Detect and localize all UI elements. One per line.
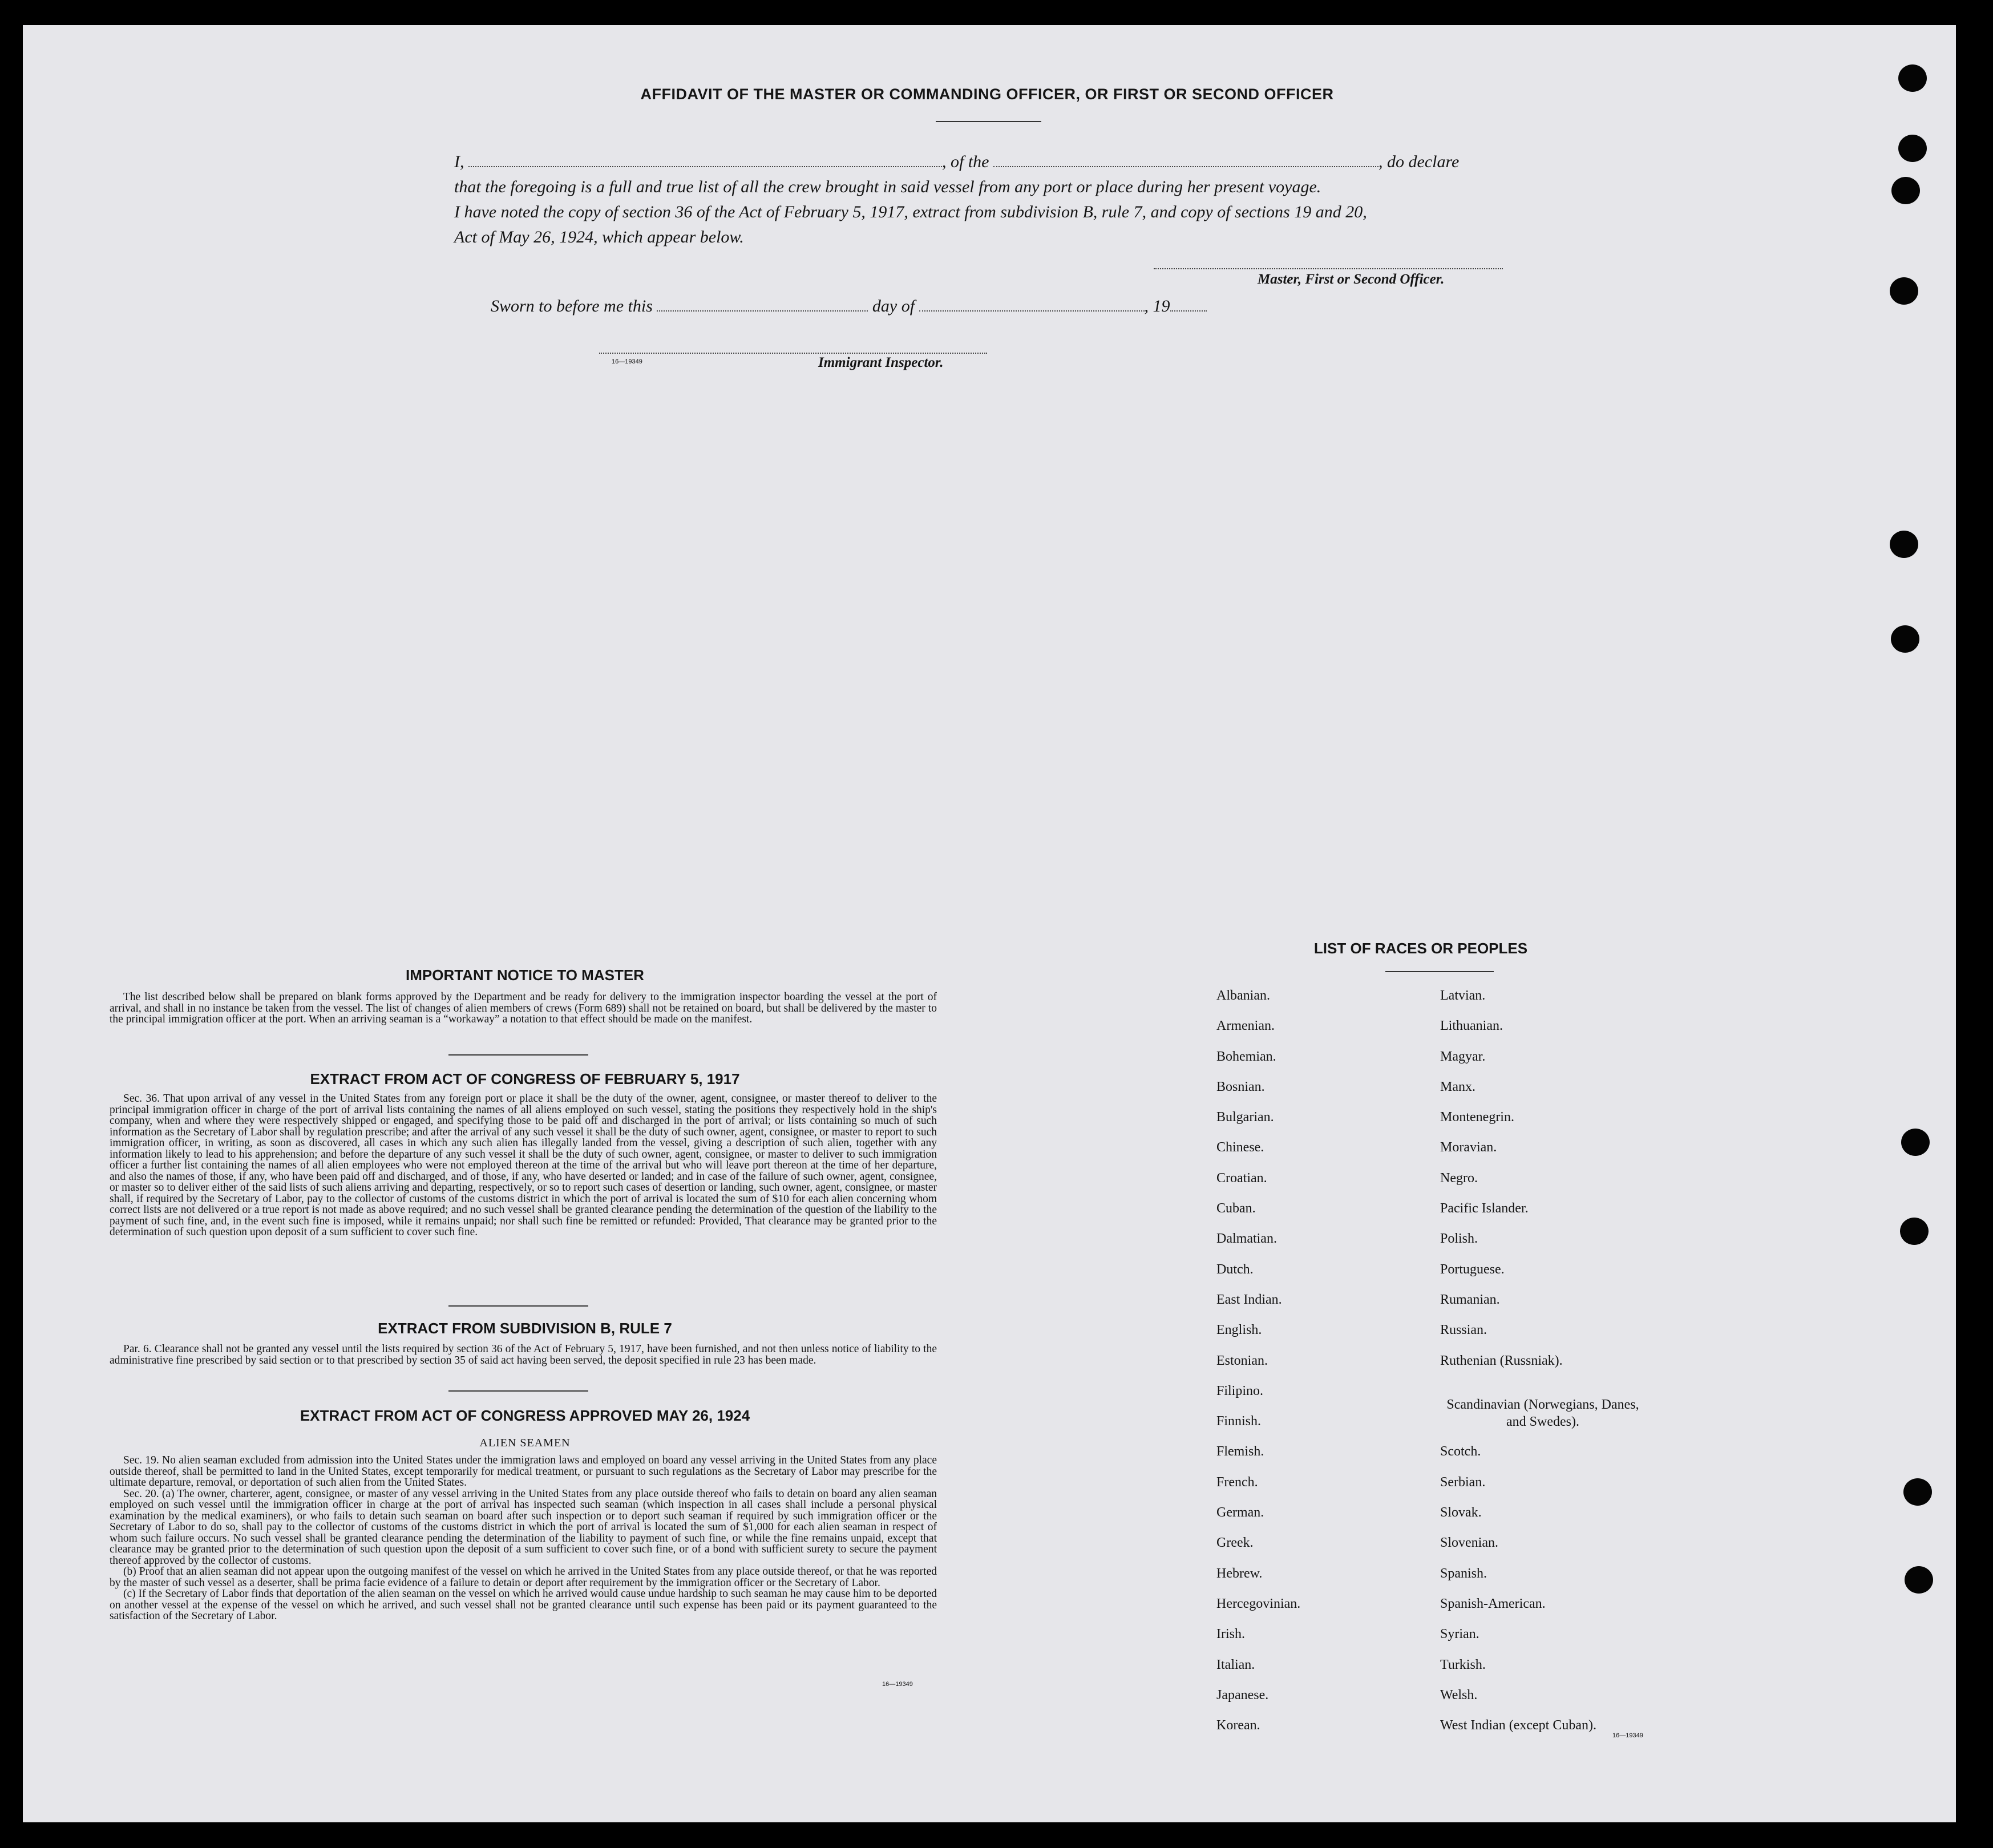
extract-1917-title: EXTRACT FROM ACT OF CONGRESS OF FEBRUARY 5, 1917 [310,1070,740,1087]
affidavit-declare-text: , do declare [1378,152,1460,171]
race-item: Slovak. [1440,1505,1482,1521]
race-item: Dutch. [1216,1261,1254,1277]
race-item: Albanian. [1216,988,1270,1003]
sworn-text: Sworn to before me this [491,297,653,316]
race-item: Latvian. [1440,988,1486,1003]
affidavit-line-3: I have noted the copy of section 36 of the Act of February 5, 1917, extract from subdivision B, rule 7, and copy of sections 19 and 20, [454,203,1367,221]
notice-text [110,992,937,1025]
race-item: Lithuanian. [1440,1018,1503,1034]
extract-rule7-title: EXTRACT FROM SUBDIVISION B, RULE 7 [378,1320,672,1337]
par-6-paragraph: Par. 6. Clearance shall not be granted any vessel until the lists required by section 36 of the Act of February 5, 1917, have been furnished, and not then unless notice of liability to the administrative fine prescribed by said section or to that prescribed by section 35 of said act having been served, the deposit specified in rule 23 has been made. [110,1343,937,1366]
affidavit-line-2: that the foregoing is a full and true list of all the crew brought in said vessel from any port or place during her present voyage. [454,177,1321,196]
race-item: Pacific Islander. [1440,1201,1529,1216]
races-title: LIST OF RACES OR PEOPLES [1313,940,1528,957]
year-prefix-text: , 19 [1144,297,1170,316]
race-item: Filipino. [1216,1383,1264,1398]
affidavit-i-text: I, [454,152,464,171]
master-signature-label: Master, First or Second Officer. [1258,272,1445,287]
punch-hole [1898,135,1927,162]
form-number: 16—19349 [1612,1732,1643,1739]
race-item: Serbian. [1440,1474,1486,1490]
race-item: Armenian. [1216,1018,1275,1034]
race-item-text: Scandinavian (Norwegians, Danes, and Swedes). [1446,1397,1639,1429]
extract-1917-text [110,1093,937,1238]
divider [1385,971,1494,972]
race-item: Magyar. [1440,1049,1486,1064]
punch-hole [1890,531,1918,558]
race-item: Finnish. [1216,1414,1262,1429]
divider [448,1390,588,1392]
master-name-field[interactable] [468,166,942,167]
master-signature-line[interactable] [1154,268,1503,269]
race-item: Italian. [1216,1657,1255,1672]
race-item: French. [1216,1474,1258,1490]
race-item: Polish. [1440,1231,1478,1247]
race-item: Welsh. [1440,1687,1478,1703]
punch-hole [1903,1478,1932,1506]
divider [448,1054,588,1056]
race-item: Flemish. [1216,1444,1264,1459]
extract-rule7-text [110,1344,937,1366]
affidavit-body [454,149,1527,250]
affidavit-line-4: Act of May 26, 1924, which appear below. [454,228,744,246]
race-item: Rumanian. [1440,1292,1500,1307]
section-20b-paragraph: (b) Proof that an alien seaman did not appear upon the outgoing manifest of the vessel on which he arrived in the United States from any place outside thereof, or that he was reported by the master of such vessel as a deserter, shall be prima facie evidence of a failure to detain or deport after requirement by the immigration officer or the Secretary of Labor. [110,1566,937,1589]
race-item: Syrian. [1440,1627,1479,1642]
divider [448,1305,588,1307]
race-item [1440,1382,1725,1443]
punch-hole [1898,64,1927,92]
race-item: Hebrew. [1216,1566,1263,1581]
punch-hole [1891,625,1919,653]
race-item: Moravian. [1440,1140,1497,1155]
race-item: Japanese. [1216,1687,1269,1703]
race-item: Chinese. [1216,1140,1264,1155]
race-item: Croatian. [1216,1170,1267,1186]
extract-1924-title: EXTRACT FROM ACT OF CONGRESS APPROVED MAY 26, 1924 [300,1407,750,1424]
races-column-2 [1440,987,1725,1747]
race-item: Manx. [1440,1079,1475,1094]
sworn-day-field[interactable] [657,310,868,312]
notice-paragraph: The list described below shall be prepared on blank forms approved by the Department and be ready for delivery to the immigration inspector boarding the vessel at the port of arrival, and shall in no instance be taken from the vessel. The list of changes of alien members of crews (Form 689) shall not be retained on board, but shall be delivered by the master to the principal immigration officer at the port. When an arriving seaman is a “workaway” a notation to that effect should be made on the manifest. [110,991,937,1025]
race-item: Portuguese. [1440,1261,1505,1277]
race-item: Scotch. [1440,1444,1481,1459]
race-item: Bosnian. [1216,1079,1265,1094]
punch-hole [1890,277,1918,305]
race-item: English. [1216,1323,1262,1338]
sworn-month-field[interactable] [919,310,1145,312]
race-item: Montenegrin. [1440,1110,1514,1125]
race-item: Korean. [1216,1718,1260,1733]
section-36-paragraph: Sec. 36. That upon arrival of any vessel in the United States from any foreign port or place it shall be the duty of the owner, agent, consignee, or master thereof to deliver to the principal immigration officer in charge of the port of arrival lists containing the names of all aliens employed on such vessel, stating the positions they respectively hold in the ship's company, when and where they were respectively shipped or engaged, and specifying those to be paid off and discharged in the port of arrival; or lists containing so much of such information as the Secretary of Labor shall by regulation prescribe; and after the arrival of any such vessel it shall be the duty of such owner, agent, consignee, or master to report to such immigration officer, in writing, as soon as discovered, all cases in which any such alien has illegally landed from the vessel, giving a description of such alien, together with any information likely to lead to his apprehension; and before the departure of any such vessel it shall be the duty of such owner, agent, consignee, or master to deliver to such immigration officer a further list containing the names of all alien employees who were not employed thereon at the time of the arrival but who will leave port thereon at the time of her departure, and also the names of those, if any, who have been paid off and discharged, and of those, if any, who have deserted or landed; and in case of the failure of such owner, agent, consignee, or master so to deliver either of the said lists of such aliens arriving and departing, respectively, or so to report such cases of desertion or landing, such owner, agent, consignee, or master shall, if required by the Secretary of Labor, pay to the collector of customs of the customs district in which the port of arrival is located the sum of $10 for each alien concerning whom correct lists are not delivered or a true report is not made as above required; and no such vessel shall be granted clearance pending the determination of the question of the liability to the payment of such fine, and, in the event such fine is imposed, while it remains unpaid; nor shall such fine be remitted or refunded: Provided, That clearance may be granted prior to the determination of such question upon deposit of a sum sufficient to cover such fine. [110,1093,937,1238]
race-item: Russian. [1440,1323,1487,1338]
race-item: Bulgarian. [1216,1110,1274,1125]
punch-hole [1905,1566,1933,1594]
section-19-paragraph: Sec. 19. No alien seaman excluded from admission into the United States under the immigration laws and employed on board any vessel arriving in the United States from any place outside thereof, shall be permitted to land in the United States, except temporarily for medical treatment, or pursuant to such regulations as the Secretary of Labor may prescribe for the ultimate departure, removal, or deportation of such alien from the United States. [110,1454,937,1489]
race-item: Spanish-American. [1440,1596,1546,1611]
divider [936,121,1041,122]
notice-title: IMPORTANT NOTICE TO MASTER [406,967,644,984]
race-item: Dalmatian. [1216,1231,1277,1247]
day-of-text: day of [872,297,915,316]
affidavit-title: AFFIDAVIT OF THE MASTER OR COMMANDING OFFICER, OR FIRST OR SECOND OFFICER [640,86,1334,103]
race-item: German. [1216,1505,1264,1521]
race-item: Spanish. [1440,1566,1487,1581]
race-item: Negro. [1440,1170,1478,1186]
race-item: Estonian. [1216,1353,1268,1368]
race-item: Turkish. [1440,1657,1486,1672]
section-20c-paragraph: (c) If the Secretary of Labor finds that deportation of the alien seaman on the vessel on which he arrived would cause undue hardship to such seaman he may cause him to be deported on another vessel at the expense of the vessel on which he arrived, and such vessel shall not be granted clearance until such expense has been paid or its payment guaranteed to the satisfaction of the Secretary of Labor. [110,1588,937,1622]
punch-hole [1901,1129,1930,1156]
punch-hole [1900,1218,1929,1245]
race-item: Slovenian. [1440,1535,1498,1551]
race-item: Greek. [1216,1535,1254,1551]
affidavit-of-the-text: , of the [942,152,989,171]
race-item: Hercegovinian. [1216,1596,1301,1611]
section-20a-paragraph: Sec. 20. (a) The owner, charterer, agent, consignee, or master of any vessel arriving in the United States from any place outside thereof who fails to detain on board any alien seaman employed on such vessel until the immigration officer in charge at the port of arrival has inspected such seaman (which inspection in all cases shall include a personal physical examination by the medical examiners), or who fails to detain such seaman on board after such inspection or to deport such seaman if required by such immigration officer or the Secretary of Labor to do so, shall pay to the collector of customs of the customs district in which the port of arrival is located the sum of $1,000 for each alien seaman in respect of whom such failure occurs. No such vessel shall be granted clearance pending the determination of the liability to payment of such fine, or while the fine remains unpaid, except that clearance may be granted prior to the determination of such question upon the deposit of a sum sufficient to cover such fine, or of a bond with sufficient surety to secure the payment thereof approved by the collector of customs. [110,1487,937,1567]
inspector-signature-label: Immigrant Inspector. [818,355,944,370]
race-item: Bohemian. [1216,1049,1276,1064]
extract-1924-text [110,1455,937,1622]
alien-seamen-subtitle: ALIEN SEAMEN [479,1437,571,1449]
race-item: West Indian (except Cuban). [1440,1718,1596,1733]
race-item: Cuban. [1216,1201,1256,1216]
form-number: 16—19349 [882,1681,913,1688]
race-item: East Indian. [1216,1292,1282,1307]
race-item: Irish. [1216,1627,1245,1642]
sworn-line [491,297,1207,316]
vessel-name-field[interactable] [993,166,1378,167]
punch-hole [1891,177,1920,204]
form-number: 16—19349 [612,358,642,365]
race-item: Ruthenian (Russniak). [1440,1353,1563,1368]
inspector-signature-line[interactable] [599,353,987,354]
sworn-year-field[interactable] [1170,310,1207,312]
